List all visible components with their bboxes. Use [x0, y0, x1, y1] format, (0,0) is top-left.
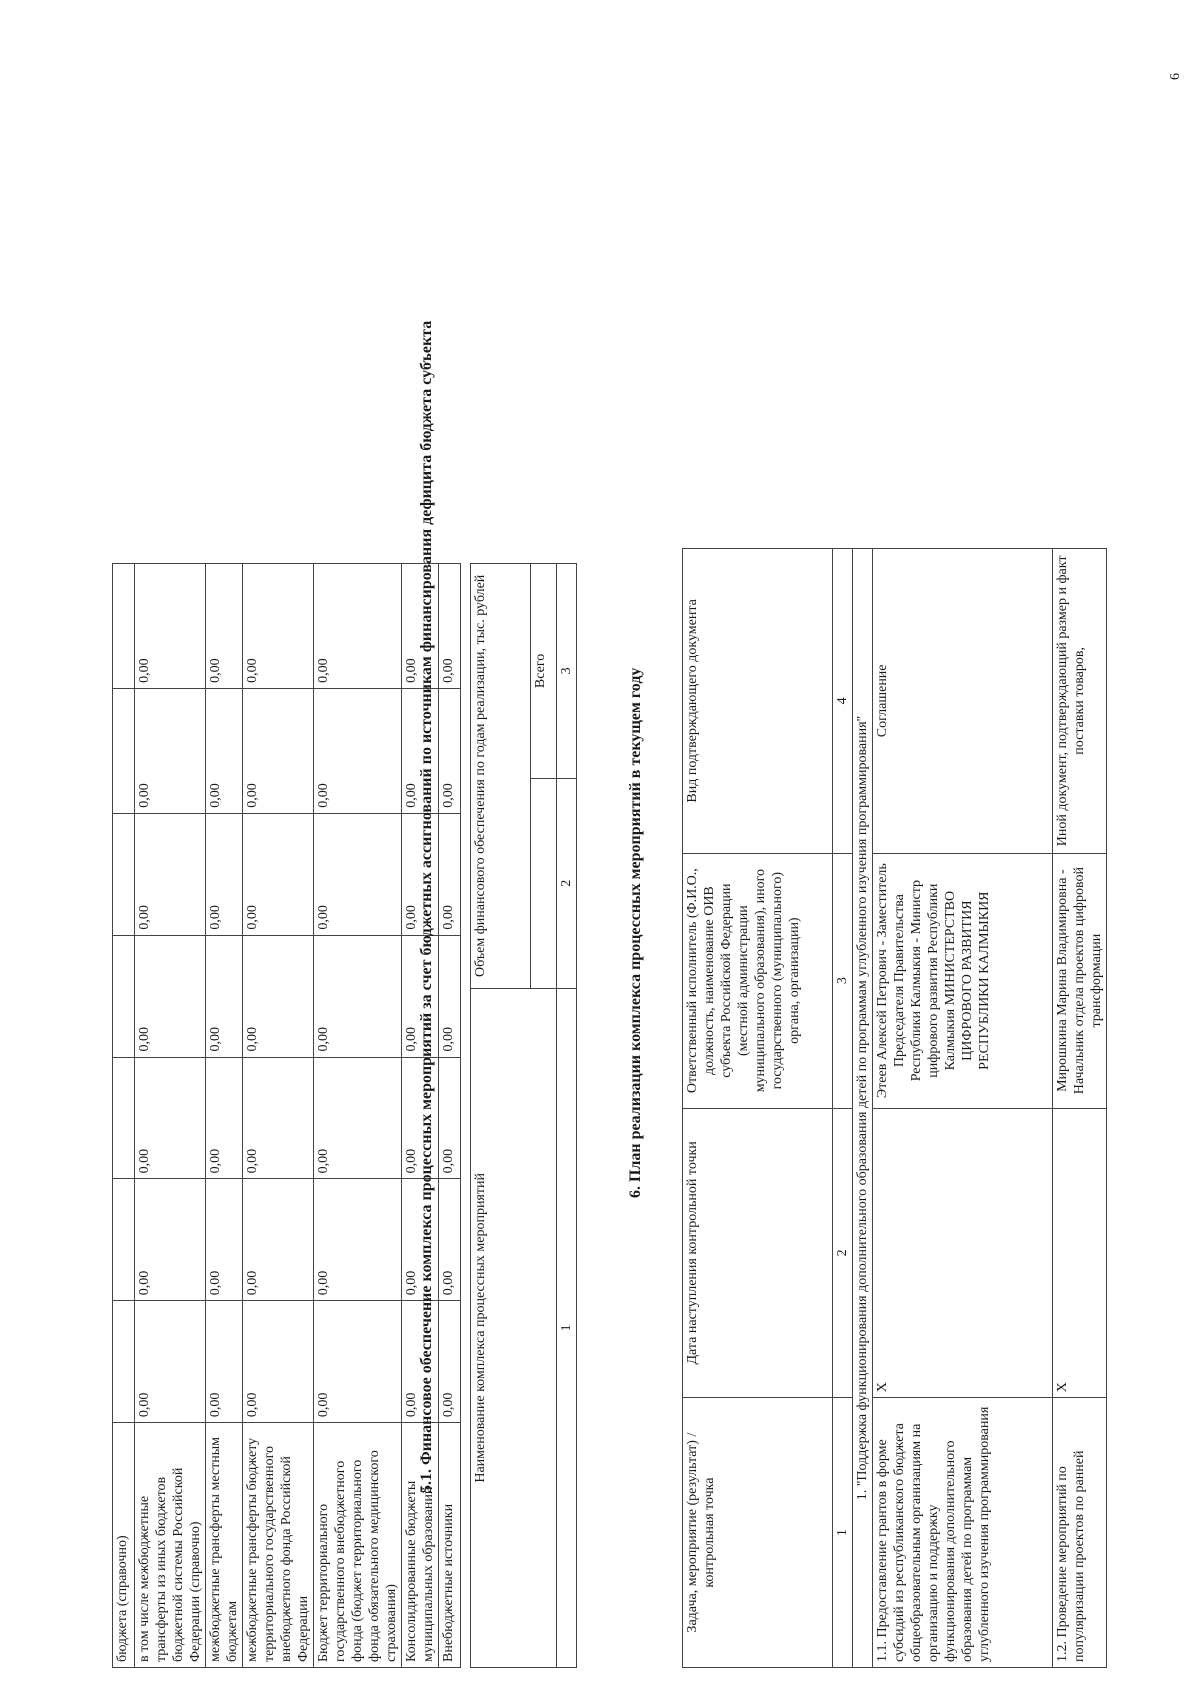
row-name: в том числе межбюджетные трансферты из иных бюджетов бюджетной системы Российской Федерации (справочно)	[135, 1423, 206, 1668]
responsible-cell: Этеев Алексей Петрович - Заместитель Председателя Правительства Республики Калмыкия - Министр цифрового развития Республики Калмыкия МИНИСТЕРСТВО ЦИФРОВОГО РАЗВИТИЯ РЕСПУБЛИКИ КАЛМЫКИЯ	[873, 853, 1053, 1108]
value-cell: 0,00	[206, 1057, 243, 1179]
table-header-row	[683, 549, 833, 1668]
value-cell: 0,00	[243, 688, 314, 813]
value-cell: 0,00	[135, 935, 206, 1057]
table-row	[243, 564, 314, 1668]
financing-table	[470, 563, 577, 1668]
value-cell: 0,00	[402, 1301, 439, 1423]
value-cell: 0,00	[314, 1179, 402, 1301]
value-cell: 0,00	[314, 813, 402, 935]
index-cell: 2	[557, 778, 577, 988]
task-row	[853, 549, 873, 1668]
index-cell: 3	[833, 853, 853, 1108]
table-header-row	[471, 564, 531, 1668]
index-cell: 4	[833, 549, 853, 854]
column-header-name: Наименование комплекса процессных мероприятий	[471, 988, 557, 1667]
responsible-cell: Мирошкина Марина Владимировна - Начальник отдела проектов цифровой трансформации	[1053, 853, 1107, 1108]
value-cell: 0,00	[439, 935, 461, 1057]
value-cell: 0,00	[314, 1057, 402, 1179]
value-cell: 0,00	[243, 1057, 314, 1179]
value-cell: 0,00	[402, 935, 439, 1057]
value-cell: 0,00	[206, 564, 243, 689]
index-cell: 3	[557, 564, 577, 779]
value-cell: 0,00	[439, 688, 461, 813]
column-header-total: Всего	[531, 564, 557, 779]
value-cell: 0,00	[402, 813, 439, 935]
table-row	[135, 564, 206, 1668]
index-cell: 2	[833, 1108, 853, 1398]
row-name: межбюджетные трансферты бюджету территориального государственного внебюджетного фонда Российской Федерации	[243, 1423, 314, 1668]
value-cell: 0,00	[402, 1057, 439, 1179]
row-name: Бюджет территориального государственного внебюджетного фонда (бюджет территориального фонда обязательного медицинского страхования)	[314, 1423, 402, 1668]
table-row	[314, 564, 402, 1668]
table-row	[113, 564, 135, 1668]
column-header-volume: Объем финансового обеспечения по годам реализации, тыс. рублей	[471, 564, 531, 989]
page-number: 6	[1168, 73, 1183, 80]
value-cell: 0,00	[243, 564, 314, 689]
value-cell: 0,00	[135, 688, 206, 813]
value-cell: 0,00	[135, 1301, 206, 1423]
table-row	[873, 549, 1053, 1668]
document-cell: Иной документ, подтверждающий размер и факт поставки товаров,	[1053, 549, 1107, 854]
table-row	[206, 564, 243, 1668]
value-cell: 0,00	[243, 813, 314, 935]
value-cell: 0,00	[206, 1179, 243, 1301]
value-cell: 0,00	[439, 1179, 461, 1301]
section-5-1-title: 5.1. Финансовое обеспечение комплекса процессных мероприятий за счет бюджетных ассигнований по источникам финансирования дефицита бюджета субъекта	[418, 320, 435, 1493]
value-cell: 0,00	[402, 564, 439, 689]
task-cell: 1.2. Проведение мероприятий по популяризации проектов по ранней	[1053, 1398, 1107, 1668]
table-index-row	[833, 549, 853, 1668]
table-row	[1053, 549, 1107, 1668]
column-header-document: Вид подтверждающего документа	[683, 549, 833, 854]
value-cell: 0,00	[439, 564, 461, 689]
row-name: бюджета (справочно)	[113, 1423, 135, 1668]
value-cell: 0,00	[135, 564, 206, 689]
value-cell: 0,00	[206, 813, 243, 935]
table-row	[439, 564, 461, 1668]
column-header-responsible: Ответственный исполнитель (Ф.И.О., должность, наименование ОИВ субъекта Российской Федерации (местной администрации муниципального образования), иного государственного (муниципального) органа, организации)	[683, 853, 833, 1108]
plan-table	[682, 548, 1107, 1668]
value-cell: 0,00	[314, 688, 402, 813]
date-cell: X	[1053, 1108, 1107, 1398]
index-cell: 1	[833, 1398, 853, 1668]
value-cell: 0,00	[206, 935, 243, 1057]
value-cell: 0,00	[439, 1057, 461, 1179]
value-cell: 0,00	[243, 935, 314, 1057]
table-index-row	[557, 564, 577, 1668]
task-title: 1. "Поддержка функционирования дополнительного образования детей по программам углубленного изучения программирования"	[853, 549, 873, 1668]
value-cell: 0,00	[402, 688, 439, 813]
value-cell: 0,00	[135, 813, 206, 935]
value-cell: 0,00	[402, 1179, 439, 1301]
value-cell: 0,00	[314, 1301, 402, 1423]
budget-table	[112, 563, 461, 1668]
value-cell: 0,00	[243, 1179, 314, 1301]
row-name: Консолидированные бюджеты муниципальных образований	[402, 1423, 439, 1668]
value-cell: 0,00	[243, 1301, 314, 1423]
row-name: Внебюджетные источники	[439, 1423, 461, 1668]
value-cell: 0,00	[135, 1179, 206, 1301]
value-cell: 0,00	[135, 1057, 206, 1179]
row-name: межбюджетные трансферты местным бюджетам	[206, 1423, 243, 1668]
task-cell: 1.1. Предоставление грантов в форме субсидий из республиканского бюджета общеобразовательным организациям на организацию и поддержку функционирования дополнительного образования детей по программам углубленного изучения программирования	[873, 1398, 1053, 1668]
column-header-task: Задача, мероприятие (результат) / контрольная точка	[683, 1398, 833, 1668]
index-cell: 1	[557, 988, 577, 1667]
value-cell: 0,00	[439, 1301, 461, 1423]
value-cell: 0,00	[314, 935, 402, 1057]
section-6-title: 6. План реализации комплекса процессных мероприятий в текущем году	[627, 667, 644, 1198]
column-header-date: Дата наступления контрольной точки	[683, 1108, 833, 1398]
value-cell: 0,00	[206, 1301, 243, 1423]
value-cell: 0,00	[439, 813, 461, 935]
document-cell: Соглашение	[873, 549, 1053, 854]
value-cell: 0,00	[314, 564, 402, 689]
date-cell: X	[873, 1108, 1053, 1398]
value-cell: 0,00	[206, 688, 243, 813]
